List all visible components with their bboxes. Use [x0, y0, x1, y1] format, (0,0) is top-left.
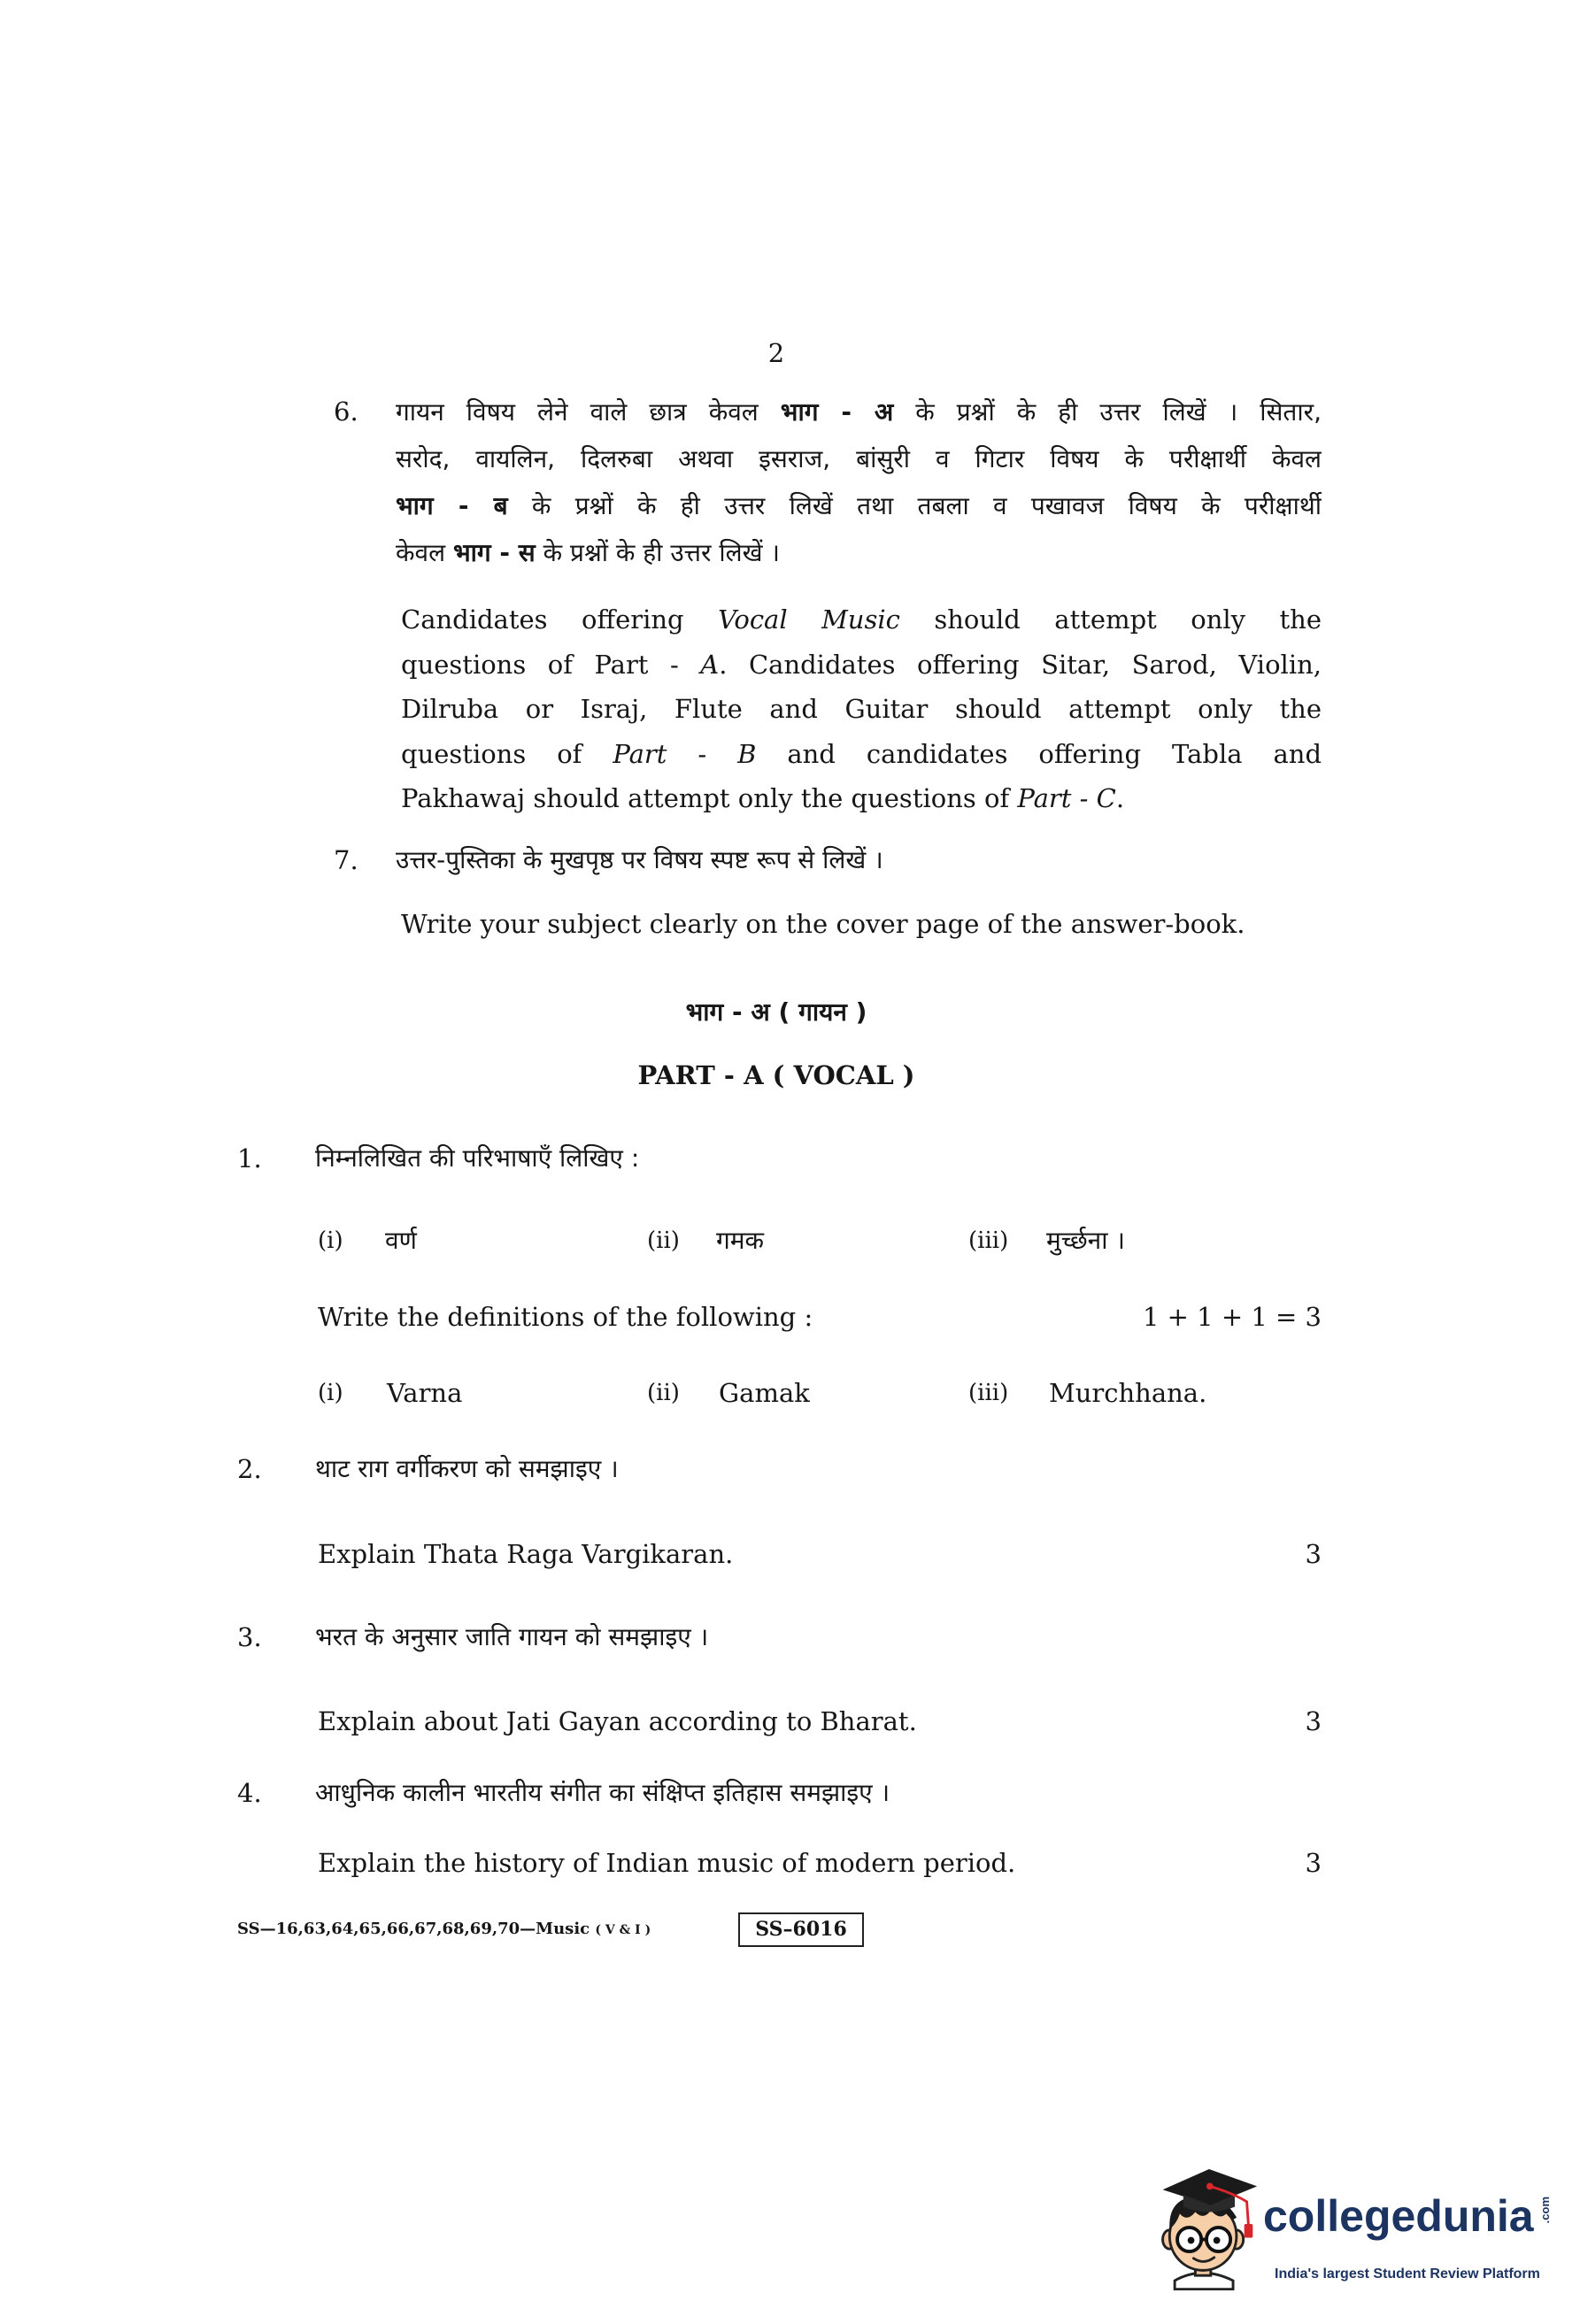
text-segment: . Candidates offering Sitar, Sarod, Violin, — [719, 649, 1322, 680]
italic-text: Vocal Music — [718, 604, 900, 635]
question-english-text: Explain the history of Indian music of modern period. — [318, 1848, 1016, 1878]
text-line — [396, 482, 1322, 529]
mascot-icon — [1151, 2159, 1262, 2290]
question-number: 1. — [237, 1143, 262, 1174]
footer-paper-code — [237, 1912, 651, 1946]
text-line — [396, 435, 1322, 482]
option-text: Gamak — [719, 1378, 810, 1408]
text-segment: Pakhawaj should attempt only the questions of — [401, 783, 1018, 813]
text-segment: questions of — [401, 738, 613, 769]
option-text: Murchhana. — [1049, 1378, 1207, 1408]
question-hindi-text: थाट राग वर्गीकरण को समझाइए । — [315, 1454, 619, 1483]
question-english-text: Explain about Jati Gayan according to Bharat. — [318, 1706, 917, 1736]
italic-text: Part - C — [1017, 783, 1116, 813]
option-label: (iii) — [968, 1227, 1009, 1254]
footer-code-text: SS—16,63,64,65,66,67,68,69,70—Music — [237, 1920, 590, 1938]
bold-text: भाग - ब — [396, 491, 508, 520]
brand-tagline: India's largest Student Review Platform — [1275, 2266, 1540, 2282]
text-segment: केवल — [396, 538, 453, 567]
text-line — [401, 643, 1322, 688]
question-number: 4. — [237, 1778, 262, 1808]
instruction-hindi-text — [396, 389, 1322, 576]
question-hindi-text: आधुनिक कालीन भारतीय संगीत का संक्षिप्त इतिहास समझाइए । — [315, 1778, 890, 1807]
instruction-english-text: Write your subject clearly on the cover page of the answer-book. — [401, 909, 1245, 939]
option-text: वर्ण — [385, 1226, 417, 1255]
text-segment: Candidates offering — [401, 604, 719, 635]
italic-text: A — [700, 649, 720, 680]
text-segment: and candidates offering Tabla and — [756, 738, 1322, 769]
text-line — [396, 389, 1322, 435]
option-label: (ii) — [647, 1380, 680, 1406]
text-segment: के प्रश्नों के ही उत्तर लिखें । सितार, — [893, 397, 1322, 427]
bold-text: भाग - स — [452, 538, 536, 567]
footer-code-box: SS–6016 — [738, 1912, 864, 1947]
question-hindi-text: निम्नलिखित की परिभाषाएँ लिखिए : — [315, 1143, 640, 1173]
option-text: मुर्च्छना । — [1046, 1226, 1125, 1255]
text-segment: गायन विषय लेने वाले छात्र केवल — [396, 397, 781, 427]
instruction-number: 7. — [334, 845, 358, 875]
part-heading-hindi: भाग - अ ( गायन ) — [685, 997, 867, 1027]
option-label: (i) — [318, 1227, 343, 1254]
question-marks: 1 + 1 + 1 = 3 — [1142, 1302, 1322, 1332]
text-segment: के प्रश्नों के ही उत्तर लिखें तथा तबला व पखावज विषय के परीक्षार्थी — [507, 491, 1322, 520]
question-english-text: Explain Thata Raga Vargikaran. — [318, 1539, 734, 1569]
italic-text: Part - B — [613, 738, 757, 769]
text-line — [396, 529, 1322, 576]
question-number: 2. — [237, 1454, 262, 1484]
option-text: Varna — [387, 1378, 463, 1408]
footer-variant-text: ( V & I ) — [595, 1923, 651, 1937]
question-marks: 3 — [1305, 1848, 1322, 1878]
text-segment: . — [1115, 783, 1125, 813]
question-hindi-text: भरत के अनुसार जाति गायन को समझाइए । — [315, 1622, 709, 1651]
text-line — [401, 597, 1322, 643]
page-number: 2 — [767, 338, 785, 368]
option-text: गमक — [716, 1226, 765, 1255]
question-marks: 3 — [1305, 1539, 1322, 1569]
text-line — [401, 687, 1322, 732]
instruction-hindi-text: उत्तर-पुस्तिका के मुखपृष्ठ पर विषय स्पष्ट रूप से लिखें । — [396, 845, 883, 874]
option-label: (ii) — [647, 1227, 680, 1254]
text-segment: should attempt only the — [899, 604, 1322, 635]
text-segment: के प्रश्नों के ही उत्तर लिखें । — [535, 538, 781, 567]
option-label: (iii) — [968, 1380, 1009, 1406]
bold-text: भाग - अ — [780, 397, 894, 427]
question-number: 3. — [237, 1622, 262, 1652]
instruction-number: 6. — [334, 396, 358, 427]
text-segment: questions of Part - — [401, 649, 701, 680]
brand-tld: .com — [1538, 2197, 1552, 2224]
question-english-text: Write the definitions of the following : — [318, 1302, 813, 1332]
part-heading-english: PART - A ( VOCAL ) — [637, 1060, 915, 1090]
option-label: (i) — [318, 1380, 343, 1406]
instruction-english-text — [401, 597, 1322, 821]
text-line — [401, 776, 1322, 821]
text-segment: सरोद, वायलिन, दिलरुबा अथवा इसराज, बांसुरी व गिटार विषय के परीक्षार्थी केवल — [396, 444, 1322, 473]
text-segment: Dilruba or Israj, Flute and Guitar should attempt only the — [401, 694, 1322, 724]
text-line — [401, 732, 1322, 777]
brand-name: collegedunia — [1263, 2191, 1534, 2241]
question-marks: 3 — [1305, 1706, 1322, 1736]
